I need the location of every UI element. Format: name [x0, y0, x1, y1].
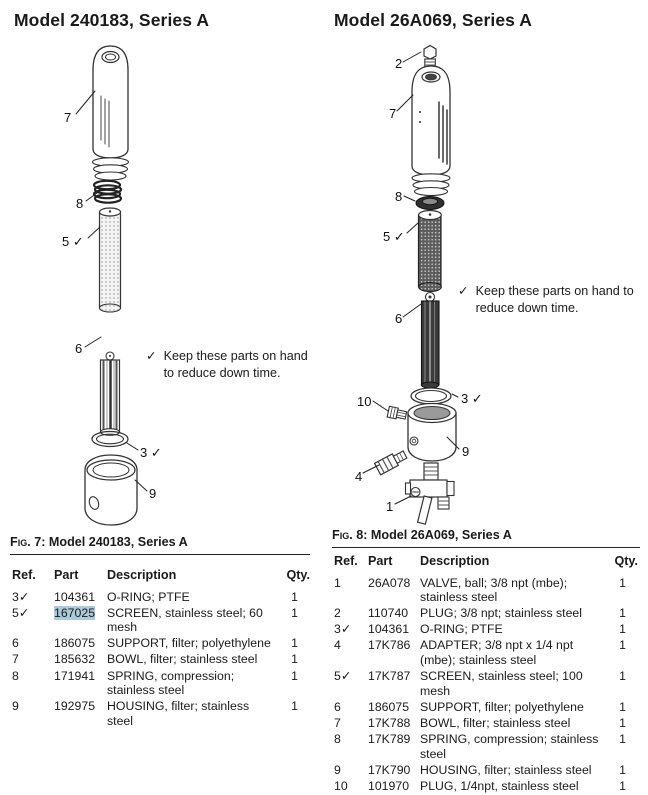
adapter-drawing-right — [375, 449, 408, 475]
right-figure-title: Model 26A069, Series A — [367, 528, 512, 542]
cell-ref: 7 — [12, 652, 19, 667]
right-label-9: 9 — [462, 444, 470, 459]
plug-side-drawing-right — [387, 406, 407, 421]
table-row — [334, 606, 640, 622]
oring-drawing-right — [411, 388, 451, 404]
cell-qty: 1 — [619, 622, 626, 637]
right-header-description: Description — [420, 554, 490, 568]
cell-qty: 1 — [619, 638, 626, 653]
cell-ref: 9 — [12, 699, 19, 714]
cell-ref: 7 — [334, 715, 341, 730]
right-header-part: Part — [368, 554, 393, 568]
valve-drawing-right — [406, 463, 455, 524]
table-row — [12, 669, 312, 700]
cell-desc: BOWL, filter; stainless steel — [107, 652, 258, 667]
cell-part: 17K787 — [368, 669, 411, 684]
right-figure-caption — [332, 528, 640, 548]
checkmark-icon: ✓ — [146, 349, 157, 363]
cell-part: 17K789 — [368, 732, 411, 747]
cell-part: 17K788 — [368, 715, 411, 730]
cell-ref: 1 — [334, 575, 341, 590]
cell-desc: HOUSING, filter; stainless steel — [107, 699, 250, 728]
cell-part: 192975 — [54, 699, 96, 714]
right-label-7: 7 — [389, 106, 397, 121]
right-table-body — [334, 576, 640, 795]
cell-qty: 1 — [291, 652, 298, 667]
cell-qty: 1 — [619, 732, 626, 747]
cell-qty: 1 — [291, 668, 298, 683]
highlighted-part-number: 167025 — [54, 605, 96, 620]
right-label-4: 4 — [355, 469, 363, 484]
table-row — [12, 699, 312, 730]
cell-ref: 8 — [12, 668, 19, 683]
left-figure-caption — [10, 535, 310, 555]
left-header-part: Part — [54, 568, 79, 582]
right-table-header-row — [334, 554, 640, 576]
right-label-6: 6 — [395, 311, 403, 326]
cell-qty: 1 — [291, 636, 298, 651]
cell-part: 110740 — [368, 606, 409, 621]
housing-drawing-left — [85, 455, 137, 525]
left-table-header-row — [12, 568, 312, 590]
left-header-description: Description — [107, 568, 177, 582]
right-header-qty: Qty. — [614, 554, 638, 568]
table-row — [334, 732, 640, 763]
cell-ref: 3✓ — [12, 589, 30, 604]
left-figure-title: Model 240183, Series A — [45, 535, 188, 549]
cell-desc: SUPPORT, filter; polyethylene — [107, 636, 271, 651]
cell-part — [54, 606, 107, 637]
table-row — [334, 716, 640, 732]
spring-drawing-left — [94, 181, 121, 203]
table-row — [334, 576, 640, 607]
cell-part: 17K786 — [368, 638, 411, 653]
right-figure-number: Fig. 8: — [332, 528, 368, 542]
cell-ref: 3✓ — [334, 622, 352, 637]
right-header-ref: Ref. — [334, 554, 358, 568]
right-label-10: 10 — [357, 394, 372, 409]
cell-part: 186075 — [368, 699, 410, 714]
right-note-text: Keep these parts on hand to reduce down time. — [475, 284, 634, 315]
cell-ref: 9 — [334, 762, 341, 777]
table-row — [12, 636, 312, 652]
table-row — [12, 652, 312, 668]
left-table-body — [12, 590, 312, 730]
cell-qty: 1 — [619, 762, 626, 777]
spring-washer-drawing-right — [416, 197, 444, 210]
cell-ref: 4 — [334, 638, 341, 653]
table-row — [12, 606, 312, 637]
right-label-5: 5 ✓ — [383, 229, 405, 244]
right-keep-parts-note — [458, 283, 634, 317]
left-header-ref: Ref. — [12, 568, 36, 582]
left-parts-table — [12, 568, 312, 730]
left-label-3: 3 ✓ — [140, 445, 162, 460]
table-row — [12, 590, 312, 606]
cell-part: 104361 — [368, 622, 410, 637]
cell-ref: 5✓ — [12, 605, 30, 620]
left-label-8: 8 — [76, 196, 84, 211]
cell-part: 171941 — [54, 668, 96, 683]
cell-part: 104361 — [54, 589, 96, 604]
cell-part: 26A078 — [368, 575, 411, 590]
cell-qty: 1 — [619, 669, 626, 684]
left-label-5: 5 ✓ — [62, 234, 84, 249]
table-row — [334, 700, 640, 716]
support-drawing-left — [101, 352, 120, 435]
right-label-1: 1 — [386, 499, 394, 514]
cell-desc: ADAPTER; 3/8 npt x 1/4 npt (mbe); stainless steel — [420, 638, 574, 668]
cell-ref: 6 — [334, 699, 341, 714]
cell-part: 101970 — [368, 778, 410, 793]
cell-desc: SPRING, compression; stainless steel — [420, 732, 599, 761]
table-row — [334, 763, 640, 779]
housing-drawing-right — [408, 404, 456, 462]
left-label-7: 7 — [64, 110, 72, 125]
support-drawing-right — [421, 293, 439, 389]
cell-ref: 6 — [12, 636, 19, 651]
checkmark-icon: ✓ — [458, 284, 469, 298]
bowl-drawing-right — [412, 66, 450, 196]
cell-ref: 8 — [334, 732, 341, 747]
cell-ref: 2 — [334, 606, 341, 621]
cell-ref: 5✓ — [334, 669, 352, 684]
cell-desc: SCREEN, stainless steel; 100 mesh — [420, 669, 583, 698]
left-note-text: Keep these parts on hand to reduce down time. — [163, 349, 308, 380]
cell-part: 17K790 — [368, 762, 411, 777]
cell-desc: PLUG, 1/4npt, stainless steel — [420, 778, 579, 793]
cell-desc: SUPPORT, filter; polyethylene — [420, 699, 584, 714]
cell-part: 186075 — [54, 636, 96, 651]
cell-desc: HOUSING, filter; stainless steel — [420, 762, 592, 777]
left-keep-parts-note — [146, 348, 314, 382]
right-label-8: 8 — [395, 189, 403, 204]
cell-qty: 1 — [291, 699, 298, 714]
table-row — [334, 779, 640, 795]
right-model-title: Model 26A069, Series A — [334, 10, 533, 30]
cell-qty: 1 — [619, 778, 626, 793]
cell-part: 185632 — [54, 652, 96, 667]
right-label-2: 2 — [395, 56, 403, 71]
table-row — [334, 622, 640, 638]
screen-drawing-right — [419, 211, 442, 292]
bowl-drawing-left — [93, 46, 129, 180]
cell-qty: 1 — [619, 699, 626, 714]
cell-desc: PLUG; 3/8 npt; stainless steel — [420, 606, 582, 621]
cell-ref: 10 — [334, 778, 348, 793]
left-model-title: Model 240183, Series A — [14, 10, 210, 30]
cell-desc: O-RING; PTFE — [420, 622, 503, 637]
left-label-6: 6 — [75, 341, 83, 356]
right-label-3: 3 ✓ — [461, 391, 483, 406]
left-label-9: 9 — [149, 486, 157, 501]
oring-drawing-left — [92, 432, 128, 447]
cell-qty: 1 — [619, 575, 626, 590]
left-header-qty: Qty. — [286, 568, 310, 582]
cell-desc: SPRING, compression; stainless steel — [107, 668, 235, 698]
cell-qty: 1 — [291, 589, 298, 604]
left-figure-number: Fig. 7: — [10, 535, 46, 549]
cell-desc: SCREEN, stainless steel; 60 mesh — [107, 605, 263, 635]
cell-qty: 1 — [291, 605, 298, 620]
cell-desc: O-RING; PTFE — [107, 589, 190, 604]
screen-drawing-left — [100, 208, 121, 312]
cell-qty: 1 — [619, 606, 626, 621]
cell-desc: BOWL, filter; stainless steel — [420, 715, 571, 730]
cell-desc: VALVE, ball; 3/8 npt (mbe); stainless steel — [420, 575, 568, 605]
left-diagram — [62, 46, 162, 525]
table-row — [334, 669, 640, 700]
right-parts-table — [334, 554, 640, 795]
table-row — [334, 638, 640, 669]
cell-qty: 1 — [619, 715, 626, 730]
